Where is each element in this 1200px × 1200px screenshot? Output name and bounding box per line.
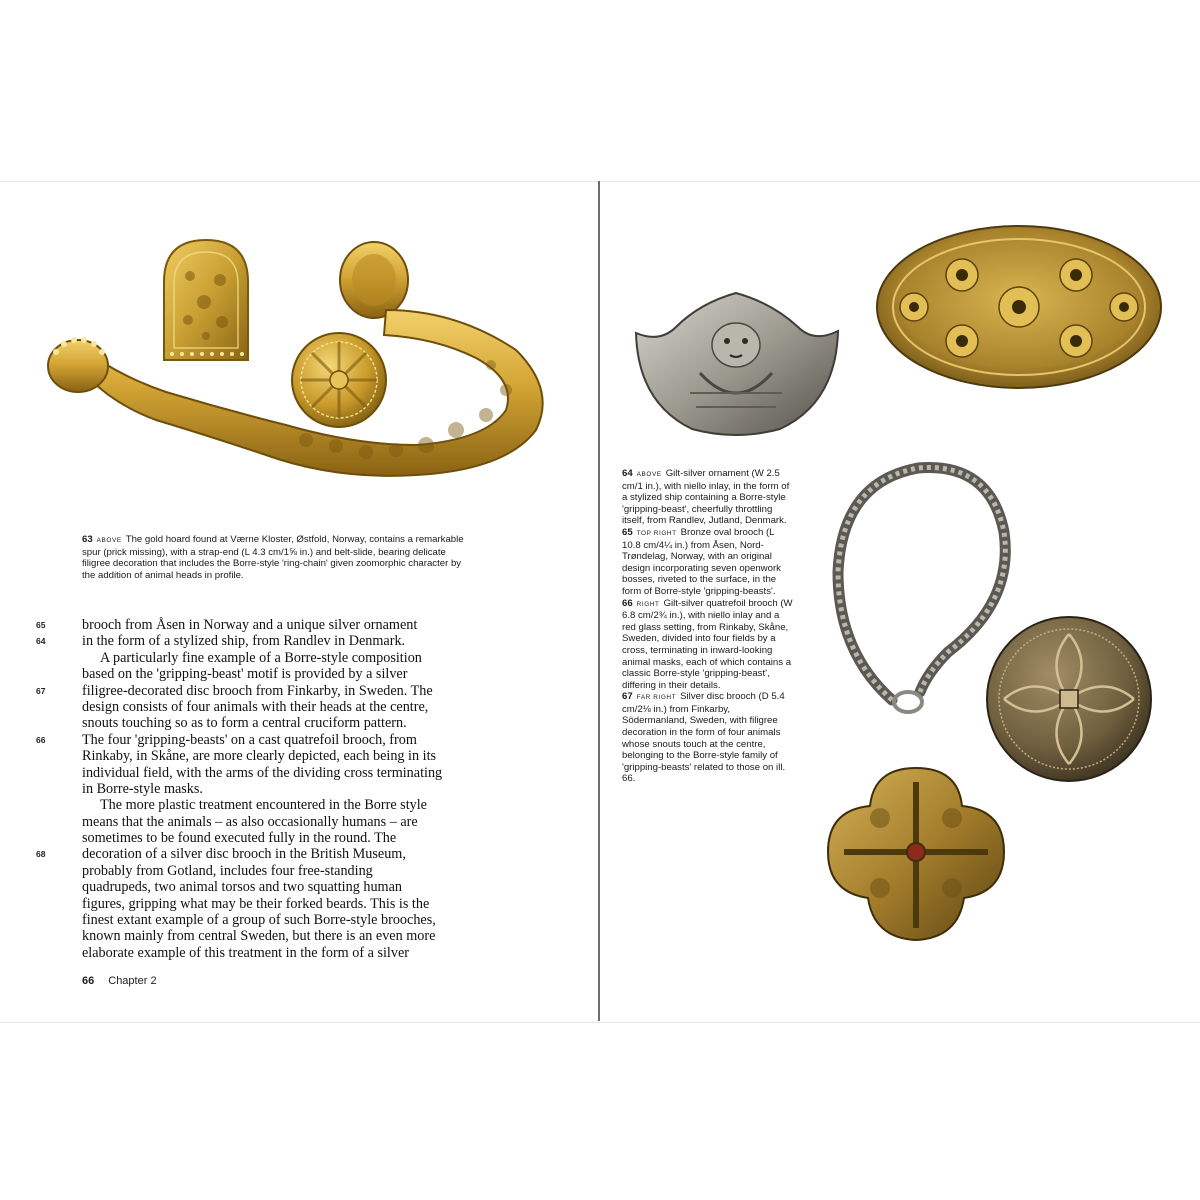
body-text [82, 617, 474, 961]
figure-position-label: ABOVE [96, 537, 122, 544]
caption-text: The gold hoard found at Værne Kloster, Østfold, Norway, contains a remarkable spur (prick missing), with a strap-end (L 4.3 cm/1⅝ in.) and belt-slide, bearing delicate filigree decoration that includes the Borre-style 'ring-chain' given zoomorphic character by the addition of animal heads in profile. [82, 534, 464, 581]
page-folio [82, 975, 157, 987]
body-line: Rinkaby, in Skåne, are more clearly depicted, each being in its [82, 748, 437, 765]
margin-figure-ref: 67 [36, 686, 46, 696]
silver-disc-brooch-image [984, 614, 1154, 784]
margin-figure-ref: 64 [36, 636, 46, 646]
figure-position-label: TOP RIGHT [636, 529, 677, 537]
figure-63-caption [82, 534, 474, 581]
figure-number: 67 [622, 691, 633, 703]
body-line: in the form of a stylized ship, from Randlev in Denmark. [82, 633, 406, 650]
body-line: means that the animals – as also occasionally humans – are [82, 813, 418, 830]
right-page-captions [622, 468, 794, 785]
body-line: The more plastic treatment encountered in the Borre style [100, 797, 427, 814]
body-line: known mainly from central Sweden, but there is an even more [82, 928, 436, 945]
figure-position-label: FAR RIGHT [636, 694, 677, 702]
body-line: brooch from Åsen in Norway and a unique silver ornament [82, 617, 418, 633]
oval-brooch-image [874, 223, 1164, 391]
margin-figure-ref: 66 [36, 735, 46, 745]
body-line: sometimes to be found executed fully in the round. The [82, 830, 397, 847]
caption-text: Bronze oval brooch (L 10.8 cm/4¼ in.) from Åsen, Nord-Trøndelag, Norway, with an original design incorporating seven openwork bosses, riveted to the surface, in the form of Borre-style 'gripping-beasts'. [622, 526, 781, 597]
body-line: A particularly fine example of a Borre-style composition [100, 649, 422, 666]
gold-spur-image [36, 240, 576, 502]
body-line: quadrupeds, two animal torsos and two squatting human [82, 879, 402, 896]
caption-text: Silver disc brooch (D 5.4 cm/2⅛ in.) from Finkarby, Södermanland, Sweden, with filigree decoration in the form of four animals whose snouts touch at the centre, belonging to the Borre-style family of 'gripping-beasts' related to those on ill. 66. [622, 691, 786, 785]
body-line: decoration of a silver disc brooch in the British Museum, [82, 846, 406, 863]
body-line: based on the 'gripping-beast' motif is provided by a silver [82, 666, 408, 683]
margin-figure-ref: 68 [36, 849, 46, 859]
body-line: elaborate example of this treatment in the form of a silver [82, 944, 409, 961]
figure-number: 66 [622, 597, 633, 609]
figure-number: 63 [82, 534, 93, 545]
figure-65-caption [622, 527, 794, 598]
body-line: design consists of four animals with their heads at the centre, [82, 698, 429, 715]
body-line: in Borre-style masks. [82, 780, 203, 797]
body-line: filigree-decorated disc brooch from Finkarby, in Sweden. The [82, 682, 433, 699]
margin-figure-ref: 65 [36, 620, 46, 630]
figure-66-caption [622, 598, 794, 692]
page-number: 66 [82, 975, 95, 987]
figure-position-label: ABOVE [636, 471, 662, 478]
figure-number: 64 [622, 468, 633, 479]
caption-text: Gilt-silver ornament (W 2.5 cm/1 in.), with niello inlay, in the form of a stylized ship containing a Borre-style 'gripping-beast', cheerfully throttling itself, from Randlev, Jutland, Denmark. [622, 468, 790, 527]
figure-number: 65 [622, 526, 633, 538]
figure-position-label: RIGHT [636, 600, 660, 608]
figure-67-caption [622, 691, 794, 785]
body-line: probably from Gotland, includes four free-standing [82, 862, 373, 879]
body-line: figures, gripping what may be their forked beards. This is the [82, 895, 430, 912]
silver-ship-ornament-image [630, 283, 844, 438]
figure-64-caption [622, 468, 794, 527]
caption-text: Gilt-silver quatrefoil brooch (W 6.8 cm/2¾ in.), with niello inlay and a red glass setting, from Rinkaby, Skåne, Sweden, divided into four fields by a cross, terminating in inward-looking animal masks, each of which contains a classic Borre-style 'gripping-beast', differing in their details. [622, 597, 793, 691]
book-gutter [598, 181, 600, 1021]
body-line: individual field, with the arms of the dividing cross terminating [82, 764, 443, 781]
body-line: finest extant example of a group of such Borre-style brooches, [82, 912, 436, 929]
body-line: The four 'gripping-beasts' on a cast quatrefoil brooch, from [82, 731, 417, 748]
body-line: snouts touching so as to form a central cruciform pattern. [82, 715, 407, 732]
running-head: Chapter 2 [108, 975, 157, 987]
